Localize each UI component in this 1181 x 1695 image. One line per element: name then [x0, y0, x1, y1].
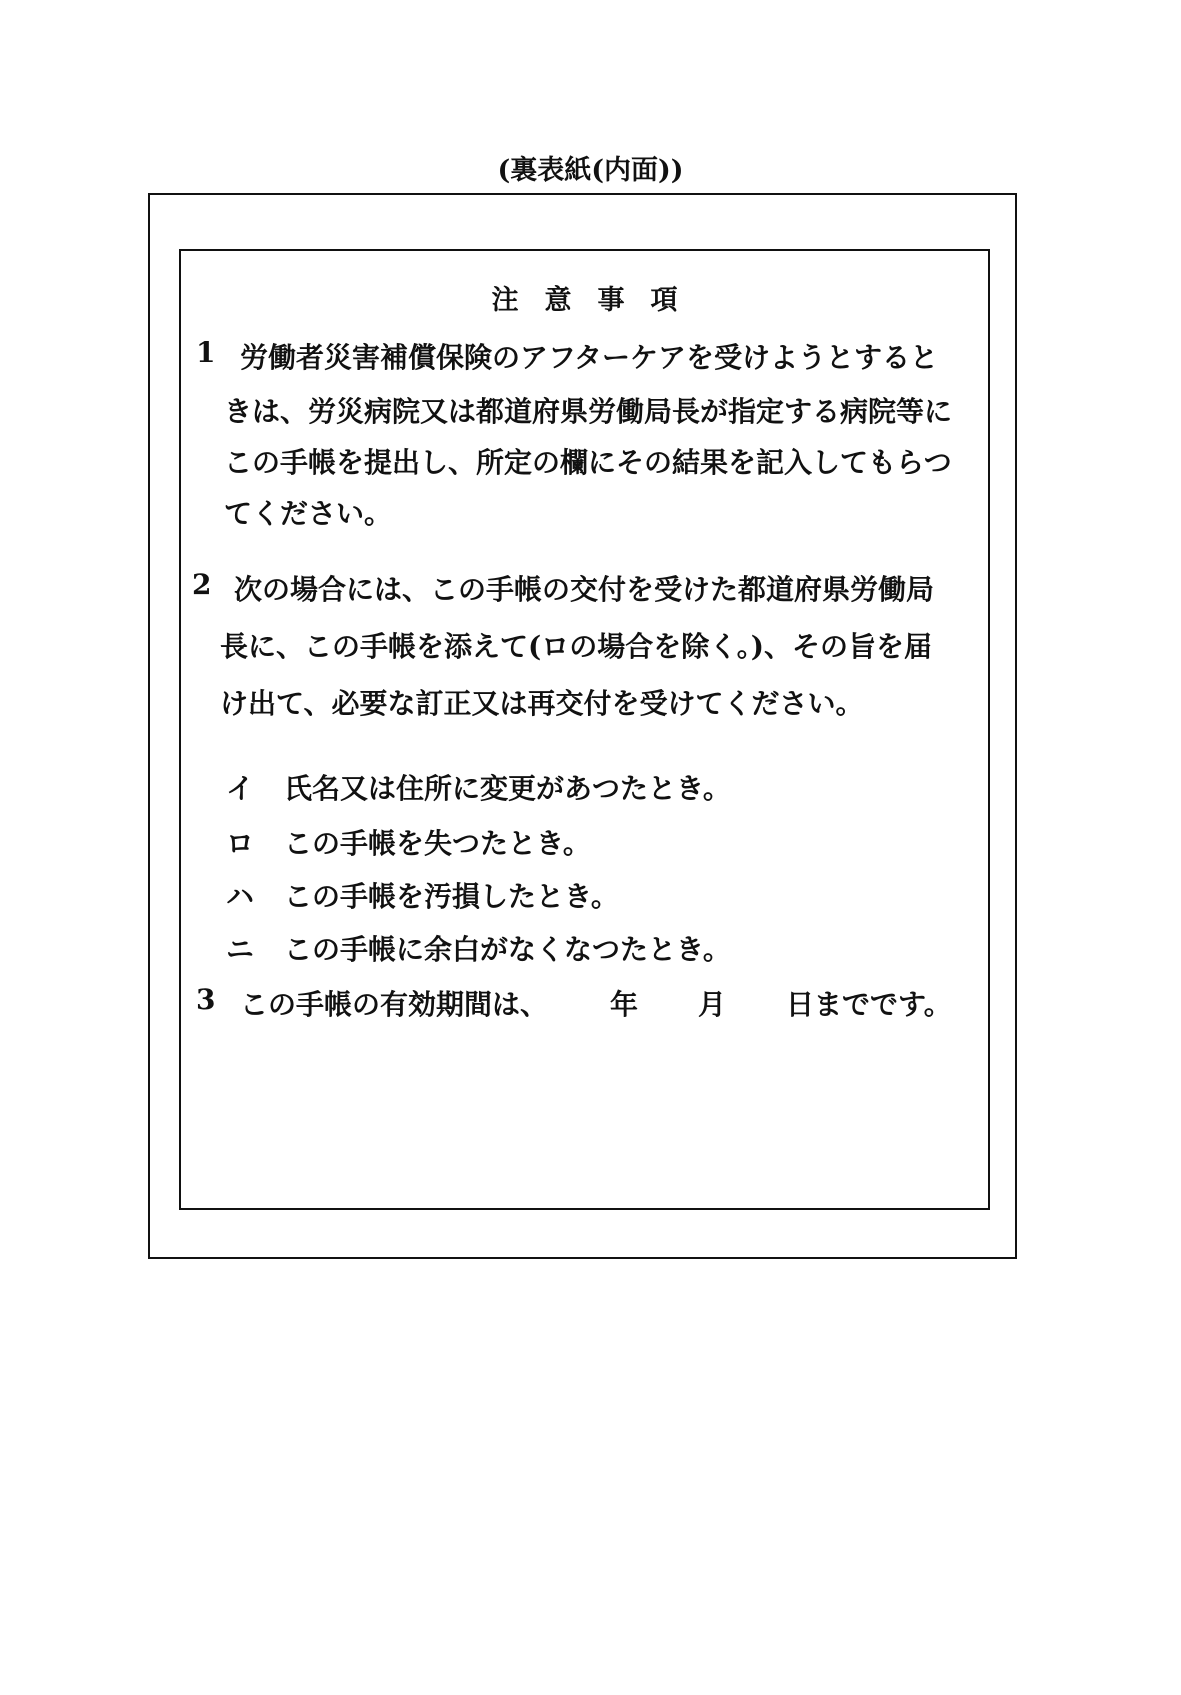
subitem-ha-text: この手帳を汚損したとき。 — [284, 880, 619, 913]
subitem-ro-text: この手帳を失つたとき。 — [284, 827, 591, 860]
item2-line-3: け出て、必要な訂正又は再交付を受けてください。 — [220, 687, 864, 720]
item3-text-before: この手帳の有効期間は、 — [240, 988, 549, 1021]
page-caption: (裏表紙(内面)) — [497, 155, 684, 186]
subitem-i-text: 氏名又は住所に変更があつたとき。 — [284, 772, 731, 805]
subitem-ni-text: この手帳に余白がなくなつたとき。 — [284, 933, 731, 966]
item3-day-text: 日までです。 — [786, 988, 952, 1021]
item1-number: 1 — [196, 336, 216, 369]
subitem-ro-mark: ロ — [226, 827, 255, 860]
item3-number: 3 — [196, 983, 216, 1016]
item1-line-4: てください。 — [224, 497, 393, 530]
subitem-ha-mark: ハ — [226, 880, 255, 913]
item2-number: 2 — [192, 568, 212, 601]
item1-line-2: きは、労災病院又は都道府県労働局長が指定する病院等に — [224, 395, 953, 428]
item2-line-2: 長に、この手帳を添えて(ロの場合を除く。)、その旨を届 — [220, 630, 932, 663]
subitem-ni-mark: ニ — [226, 933, 255, 966]
notes-heading: 注意事項 — [491, 285, 704, 316]
item3-year: 年 — [610, 988, 639, 1021]
item1-line-3: この手帳を提出し、所定の欄にその結果を記入してもらつ — [224, 446, 952, 479]
item2-line-1: 次の場合には、この手帳の交付を受けた都道府県労働局 — [234, 573, 935, 606]
item3-month: 月 — [698, 988, 727, 1021]
subitem-i-mark: イ — [226, 772, 255, 805]
item1-line-1: 労働者災害補償保険のアフターケアを受けようとすると — [240, 341, 939, 374]
